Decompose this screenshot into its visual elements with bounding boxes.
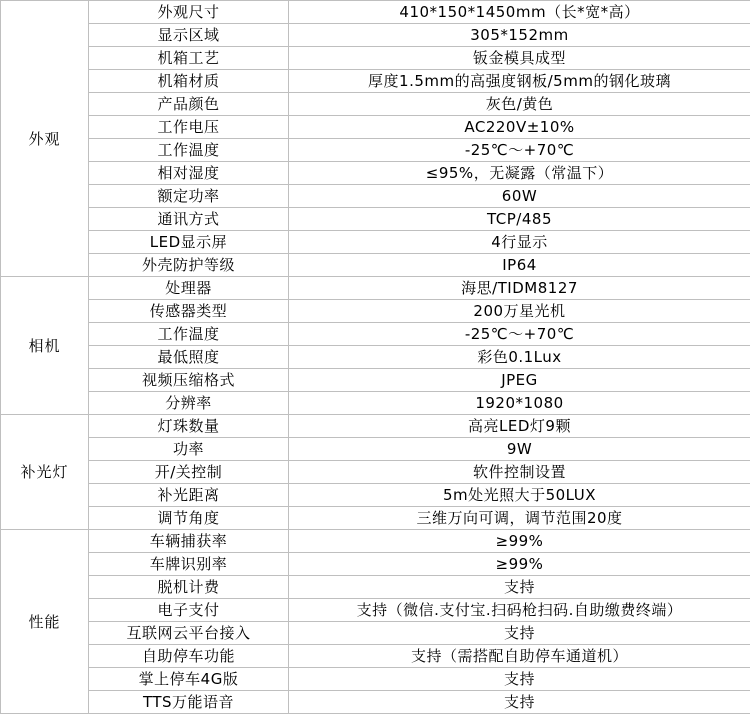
spec-label: 灯珠数量 — [89, 415, 289, 438]
spec-label: 产品颜色 — [89, 93, 289, 116]
spec-value: 支持（微信.支付宝.扫码枪扫码.自助缴费终端） — [289, 599, 750, 622]
spec-value: 高亮LED灯9颗 — [289, 415, 750, 438]
spec-label: 相对湿度 — [89, 162, 289, 185]
table-row — [1, 530, 750, 553]
spec-label: 工作温度 — [89, 323, 289, 346]
spec-value: 支持 — [289, 691, 750, 714]
spec-value: ≤95%，无凝露（常温下） — [289, 162, 750, 185]
table-row — [1, 277, 750, 300]
table-row — [1, 507, 750, 530]
spec-value: 钣金模具成型 — [289, 47, 750, 70]
table-row — [1, 645, 750, 668]
spec-label: 脱机计费 — [89, 576, 289, 599]
table-row — [1, 185, 750, 208]
spec-label: 机箱材质 — [89, 70, 289, 93]
spec-value: 5m处光照大于50LUX — [289, 484, 750, 507]
table-row — [1, 438, 750, 461]
table-row — [1, 139, 750, 162]
spec-label: 自助停车功能 — [89, 645, 289, 668]
spec-value: 1920*1080 — [289, 392, 750, 415]
spec-value: 灰色/黄色 — [289, 93, 750, 116]
table-row — [1, 392, 750, 415]
spec-label: 通讯方式 — [89, 208, 289, 231]
table-row — [1, 622, 750, 645]
spec-value: AC220V±10% — [289, 116, 750, 139]
group-label: 补光灯 — [1, 415, 89, 530]
spec-value: 彩色0.1Lux — [289, 346, 750, 369]
table-row — [1, 668, 750, 691]
spec-label: 额定功率 — [89, 185, 289, 208]
spec-label: 互联网云平台接入 — [89, 622, 289, 645]
spec-value: 305*152mm — [289, 24, 750, 47]
spec-value: 60W — [289, 185, 750, 208]
table-row — [1, 231, 750, 254]
spec-value: 软件控制设置 — [289, 461, 750, 484]
spec-value: 支持（需搭配自助停车通道机） — [289, 645, 750, 668]
group-label: 外观 — [1, 1, 89, 277]
spec-value: 200万星光机 — [289, 300, 750, 323]
group-label: 性能 — [1, 530, 89, 714]
spec-label: 功率 — [89, 438, 289, 461]
table-row — [1, 162, 750, 185]
spec-value: 9W — [289, 438, 750, 461]
table-row — [1, 116, 750, 139]
spec-value: 410*150*1450mm（长*宽*高） — [289, 1, 750, 24]
spec-value: 支持 — [289, 576, 750, 599]
spec-label: 掌上停车4G版 — [89, 668, 289, 691]
spec-label: 调节角度 — [89, 507, 289, 530]
table-row — [1, 346, 750, 369]
spec-label: 工作温度 — [89, 139, 289, 162]
spec-label: 开/关控制 — [89, 461, 289, 484]
spec-label: 车牌识别率 — [89, 553, 289, 576]
spec-value: IP64 — [289, 254, 750, 277]
spec-label: 车辆捕获率 — [89, 530, 289, 553]
spec-label: 电子支付 — [89, 599, 289, 622]
group-label: 相机 — [1, 277, 89, 415]
table-row — [1, 599, 750, 622]
spec-label: TTS万能语音 — [89, 691, 289, 714]
spec-value: -25℃～+70℃ — [289, 139, 750, 162]
table-row — [1, 254, 750, 277]
table-row — [1, 484, 750, 507]
spec-label: 分辨率 — [89, 392, 289, 415]
spec-value: 4行显示 — [289, 231, 750, 254]
spec-value: 支持 — [289, 668, 750, 691]
table-row — [1, 576, 750, 599]
table-row — [1, 323, 750, 346]
spec-value: 厚度1.5mm的高强度钢板/5mm的钢化玻璃 — [289, 70, 750, 93]
spec-value: ≥99% — [289, 553, 750, 576]
table-row — [1, 47, 750, 70]
spec-table-body — [1, 1, 750, 714]
table-row — [1, 24, 750, 47]
spec-label: 视频压缩格式 — [89, 369, 289, 392]
table-row — [1, 1, 750, 24]
table-row — [1, 553, 750, 576]
table-row — [1, 93, 750, 116]
table-row — [1, 300, 750, 323]
table-row — [1, 461, 750, 484]
spec-label: 显示区域 — [89, 24, 289, 47]
spec-value: 三维万向可调，调节范围20度 — [289, 507, 750, 530]
table-row — [1, 70, 750, 93]
spec-value: ≥99% — [289, 530, 750, 553]
table-row — [1, 208, 750, 231]
spec-label: 外观尺寸 — [89, 1, 289, 24]
spec-label: 工作电压 — [89, 116, 289, 139]
spec-label: 外壳防护等级 — [89, 254, 289, 277]
table-row — [1, 369, 750, 392]
spec-label: 处理器 — [89, 277, 289, 300]
table-row — [1, 691, 750, 714]
spec-value: -25℃～+70℃ — [289, 323, 750, 346]
spec-value: TCP/485 — [289, 208, 750, 231]
spec-value: 海思/TIDM8127 — [289, 277, 750, 300]
spec-label: 补光距离 — [89, 484, 289, 507]
spec-label: LED显示屏 — [89, 231, 289, 254]
spec-value: JPEG — [289, 369, 750, 392]
spec-value: 支持 — [289, 622, 750, 645]
table-row — [1, 415, 750, 438]
spec-label: 机箱工艺 — [89, 47, 289, 70]
spec-label: 传感器类型 — [89, 300, 289, 323]
spec-label: 最低照度 — [89, 346, 289, 369]
